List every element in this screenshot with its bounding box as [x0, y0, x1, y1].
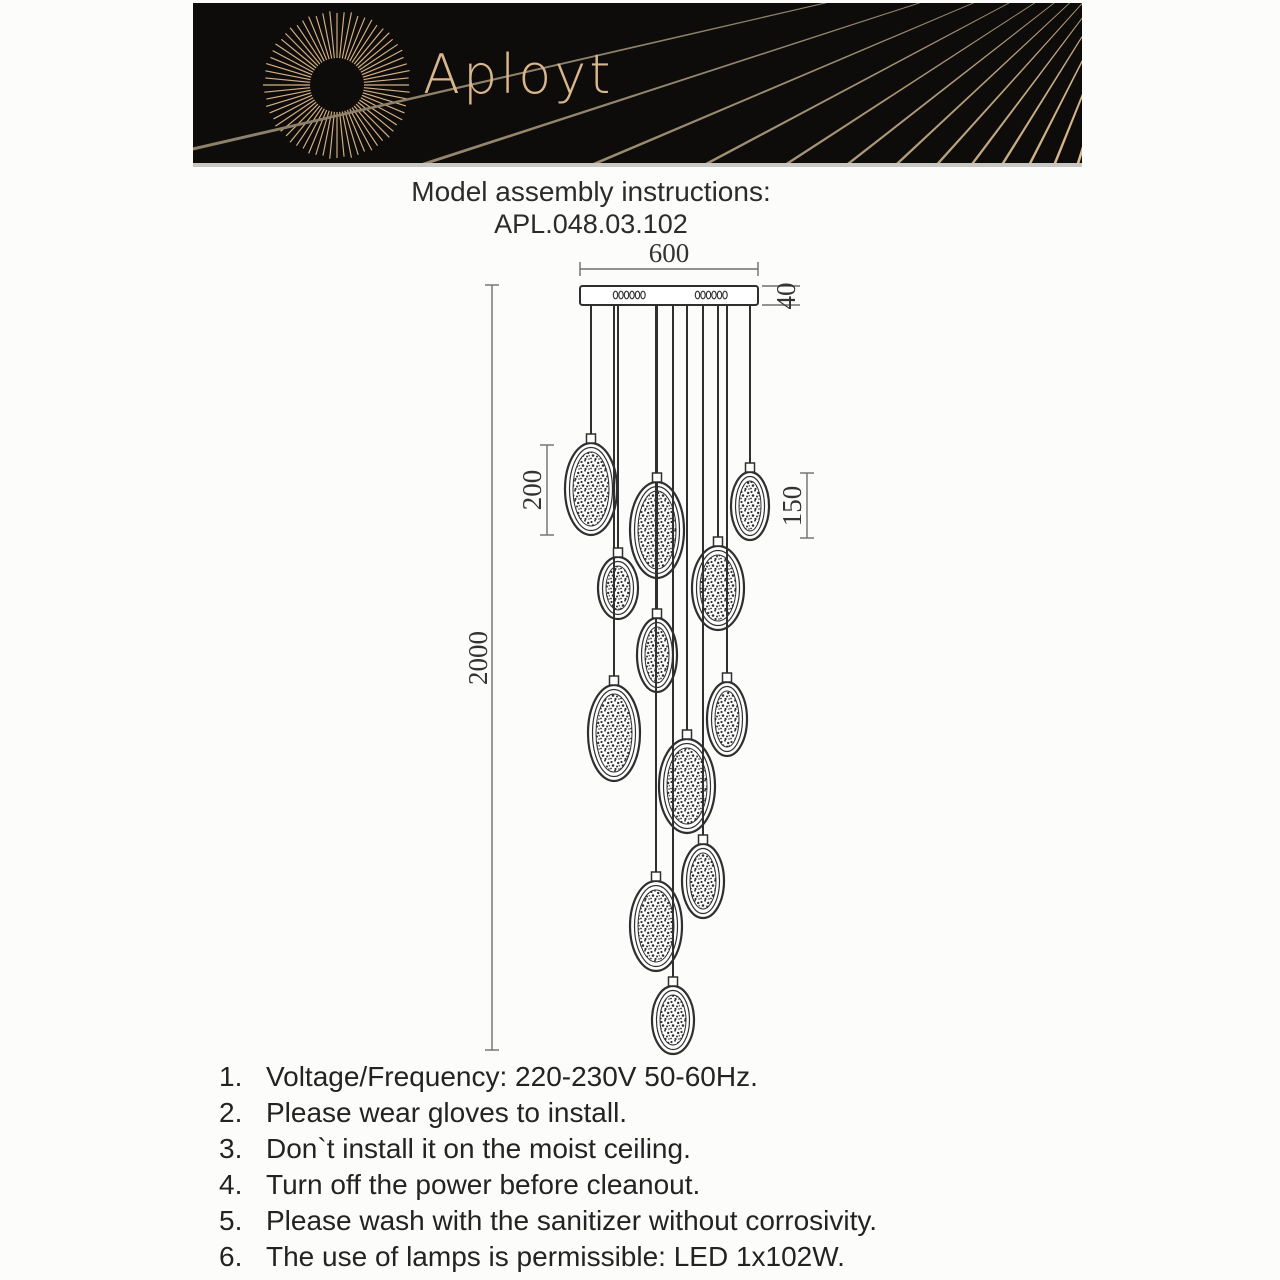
pendant-assembly [565, 305, 769, 1054]
instruction-text: Turn off the power before cleanout. [266, 1169, 701, 1200]
page-title: Model assembly instructions: [411, 176, 771, 207]
instruction-text: The use of lamps is permissible: LED 1x102W. [266, 1241, 845, 1272]
instruction-number: 2. [219, 1097, 243, 1128]
instruction-text: Don`t install it on the moist ceiling. [266, 1133, 691, 1164]
ceiling-plate [580, 286, 758, 305]
dim-label-600: 600 [648, 238, 690, 268]
pendant [659, 739, 715, 833]
instruction-item [219, 1059, 1199, 1095]
instruction-item [219, 1167, 1199, 1203]
instruction-item [219, 1239, 1199, 1275]
model-number: APL.048.03.102 [494, 209, 688, 239]
pendant [565, 443, 617, 535]
instruction-text: Please wear gloves to install. [266, 1097, 628, 1128]
pendant [707, 682, 747, 756]
instruction-item [219, 1203, 1199, 1239]
instruction-number: 6. [219, 1241, 243, 1272]
instruction-number: 5. [219, 1205, 243, 1236]
instruction-number: 1. [219, 1061, 243, 1092]
instruction-text: Please wash with the sanitizer without corrosivity. [266, 1205, 878, 1236]
dim-label-150: 150 [777, 485, 807, 527]
pendant [630, 881, 682, 971]
instruction-item [219, 1131, 1199, 1167]
pendant [682, 844, 724, 918]
pendant [731, 472, 769, 540]
dim-label-40: 40 [771, 282, 801, 310]
instruction-list [219, 1059, 1199, 1275]
dim-label-200: 200 [517, 469, 547, 511]
brand-name: Aployt [423, 43, 614, 106]
pendant [588, 685, 640, 781]
instruction-number: 3. [219, 1133, 243, 1164]
instruction-number: 4. [219, 1169, 243, 1200]
pendant [598, 557, 638, 619]
instruction-text: Voltage/Frequency: 220-230V 50-60Hz. [266, 1061, 758, 1092]
pendant [652, 986, 694, 1054]
instruction-item [219, 1095, 1199, 1131]
pendant [692, 546, 744, 630]
dim-label-2000: 2000 [463, 631, 493, 685]
pendant-bodies [565, 443, 769, 1054]
